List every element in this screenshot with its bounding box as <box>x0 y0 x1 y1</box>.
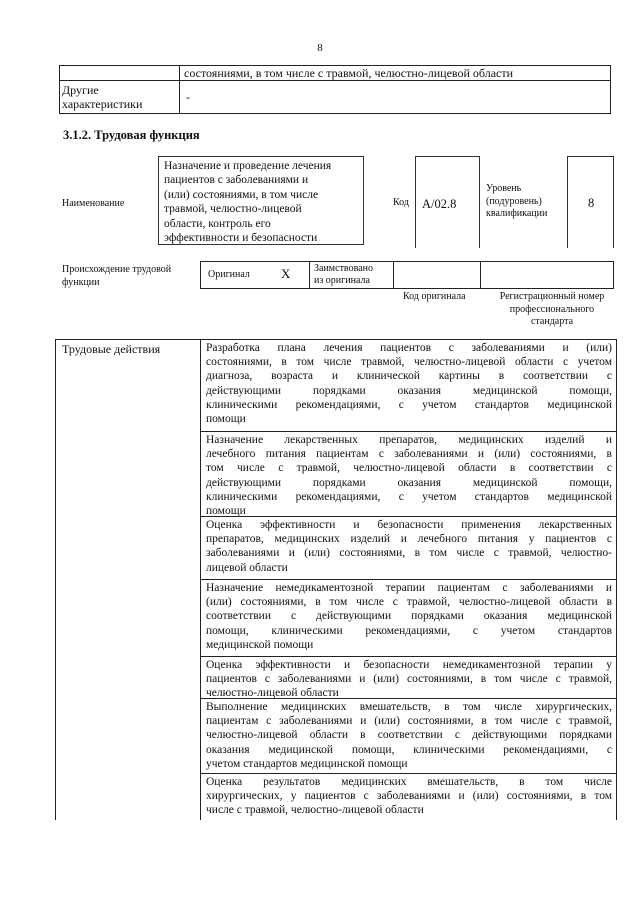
code-box <box>415 156 480 248</box>
reg-number-caption <box>484 291 620 329</box>
row-line: диагноза, возраста и клинической картины в соответствии с <box>206 370 612 383</box>
row-line: учетом стандартов медицинской помощи <box>206 757 408 770</box>
reg-number-line: стандарта <box>530 316 574 327</box>
level-label-line: (подуровень) <box>486 195 542 207</box>
reg-number-line: Регистрационный номер <box>499 291 605 302</box>
row-line: оказания медицинской помощи, клиническими рекомендациями, с <box>206 743 612 756</box>
function-name-text <box>164 159 362 245</box>
row-line: медицинской помощи <box>206 638 314 651</box>
row-line: Оценка эффективности и безопасности применения лекарственных <box>206 519 612 531</box>
original-label: Оригинал <box>208 269 250 280</box>
level-value: 8 <box>588 196 595 210</box>
labor-action-row <box>206 581 612 652</box>
row-line: Оценка результатов медицинских вмешательств, в том числе <box>206 776 612 788</box>
level-label-line: квалификации <box>486 208 548 219</box>
origin-table <box>200 261 614 289</box>
row-line: том числе с травмой, челюстно-лицевой области в соответствии с <box>206 462 612 475</box>
row-line: Разработка плана лечения пациентов с заболеваниями и (или) <box>206 342 612 354</box>
row-line: помощи <box>206 505 246 518</box>
level-label <box>486 183 547 221</box>
row-line: Назначение немедикаментозной терапии пациентам с заболеваниями и <box>206 582 612 594</box>
other-characteristics-label-1: Другие <box>62 83 99 97</box>
function-name-line: травмой, челюстно-лицевой <box>164 203 302 216</box>
function-name-line: пациентов с заболеваниями и <box>164 174 309 187</box>
origin-label-line: функции <box>62 276 100 288</box>
row-line: состояниями, в том числе травмой, челюстно-лицевой области с учетом <box>206 356 612 369</box>
function-name-line: эффективности и безопасности <box>164 232 318 245</box>
row-line: челюстно-лицевой области в соответствии с действующими порядками <box>206 729 612 742</box>
row-line: хирургических, у пациентов с заболеваниями и (или) состояниями, в том <box>206 790 612 803</box>
function-name-line: области, контроль его <box>164 217 271 230</box>
other-characteristics-table <box>59 65 611 114</box>
row-line: Оценка эффективности и безопасности немедикаментозной терапии у <box>206 659 612 671</box>
code-label: Код <box>393 197 409 208</box>
origin-label <box>62 264 171 289</box>
row-line: заболеваниями и (или) состояниями, в том числе с травмой, челюстно- <box>206 547 612 560</box>
row-line: пациентов с заболеваниями и (или) состояниями, в том числе с травмой, <box>206 673 612 686</box>
labor-action-row <box>206 775 612 818</box>
function-name-box <box>158 156 364 245</box>
labor-action-row <box>206 341 612 426</box>
row-line: помощи, клиническими рекомендациями, с учетом стандартов <box>206 624 612 637</box>
borrowed-label-line: из оригинала <box>314 275 370 286</box>
function-name-line: (или) состояниями, в том числе <box>164 188 319 201</box>
code-value: А/02.8 <box>422 197 457 211</box>
labor-action-row <box>206 518 612 575</box>
labor-action-row <box>206 700 612 771</box>
section-title: 3.1.2. Трудовая функция <box>63 128 200 142</box>
function-name-line: Назначение и проведение лечения <box>164 160 332 172</box>
other-characteristics-label-2: характеристики <box>62 97 143 111</box>
borrowed-label <box>314 263 373 287</box>
row-line: клиническими рекомендациями, с учетом стандартов медицинской <box>206 398 612 411</box>
row-line: действующими порядками оказания медицинской помощи, <box>206 476 612 489</box>
page-number: 8 <box>317 42 323 54</box>
row-line: (или) состояниями, в том числе с травмой, челюстно-лицевой области в <box>206 596 612 609</box>
labor-action-row <box>206 658 612 701</box>
row-line: соответствии с действующими порядками оказания медицинской <box>206 610 612 623</box>
labor-actions-label: Трудовые действия <box>62 342 161 356</box>
code-original-caption: Код оригинала <box>403 291 466 302</box>
other-characteristics-value: - <box>186 90 190 104</box>
row-line: числе с травмой, челюстно-лицевой области <box>206 804 424 817</box>
continued-text: состояниями, в том числе с травмой, челюстно-лицевой области <box>184 66 514 80</box>
original-mark: X <box>281 266 291 281</box>
labor-action-row <box>206 433 612 518</box>
level-label-line: Уровень <box>486 183 522 194</box>
borrowed-label-line: Заимствовано <box>314 263 373 274</box>
row-line: помощи <box>206 413 246 426</box>
row-line: лицевой области <box>206 561 288 574</box>
row-line: действующими порядками оказания медицинской помощи, <box>206 384 612 397</box>
reg-number-line: профессионального <box>509 303 595 315</box>
name-label: Наименование <box>62 198 125 209</box>
row-line: Выполнение медицинских вмешательств, в том числе хирургических, <box>206 701 612 713</box>
row-line: препаратов, медицинских изделий и лечебного питания у пациентов с <box>206 533 612 546</box>
row-line: пациентам с заболеваниями и (или) состояниями, в том числе с травмой, <box>206 715 612 728</box>
origin-label-line: Происхождение трудовой <box>62 264 172 275</box>
row-line: челюстно-лицевой области <box>206 687 339 700</box>
labor-actions-table <box>55 339 617 820</box>
level-box <box>567 156 614 248</box>
row-line: лечебного питания пациентам с заболеваниями и (или) состояниями, в <box>206 448 612 461</box>
row-line: Назначение лекарственных препаратов, медицинских изделий и <box>206 434 612 446</box>
row-line: клиническими рекомендациями, с учетом стандартов медицинской <box>206 490 612 503</box>
